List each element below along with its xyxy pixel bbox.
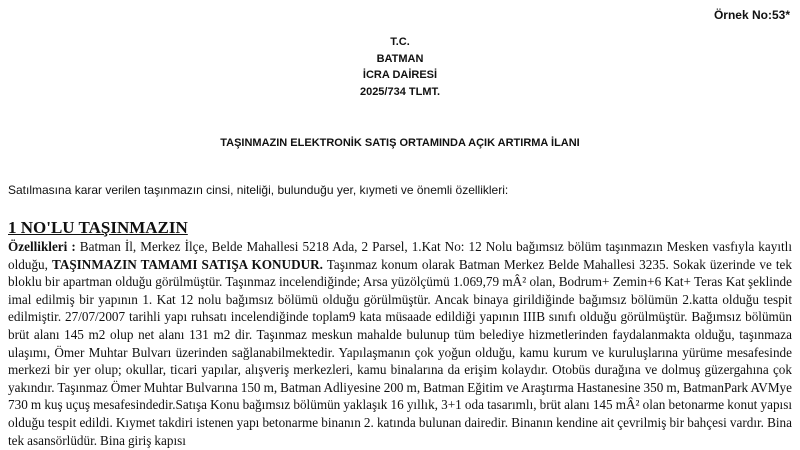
features-paragraph: [8, 238, 792, 449]
features-label: Özellikleri :: [8, 239, 76, 254]
document-header: [0, 34, 800, 100]
intro-text: Satılmasına karar verilen taşınmazın cinsi, niteliği, bulunduğu yer, kıymeti ve önemli özellikleri:: [8, 183, 509, 197]
header-line-tc: T.C.: [390, 36, 410, 48]
header-file-number: 2025/734 TLMT.: [359, 85, 441, 98]
section-title: 1 NO'LU TAŞINMAZIN: [8, 218, 188, 237]
header-line-city: BATMAN: [376, 52, 424, 65]
features-emphasis: TAŞINMAZIN TAMAMI SATIŞA KONUDUR.: [52, 256, 323, 272]
features-text-part1: Batman İl, Merkez İlçe, Belde Mahallesi 5218 Ada, 2 Parsel, 1.Kat No: 12 Nolu bağımsız bölüm taşınmazın Mesken vasfıyla kayıtlı olduğu,: [8, 239, 792, 272]
notice-title: TAŞINMAZIN ELEKTRONİK SATIŞ ORTAMINDA AÇIK ARTIRMA İLANI: [220, 137, 580, 149]
features-text-part2: Taşınmaz konum olarak Batman Merkez Belde Mahallesi 3235. Sokak üzerinde ve tek bloklu bir apartman olduğu görülmüştür. Taşınmaz incelendiğinde; Arsa yüzölçümü 1.069,79 mÂ² olan, Bodrum+ Zemin+6 Kat+ Teras Kat şeklinde imal edilmiş bir yapının 1. Kat 12 nolu bağımsız bölümü olduğu görülmüştür. Ancak binaya girildiğinde bağımsız bölümün 2.katta olduğu tespit edilmiştir. 27/07/2007 tarihli yapı ruhsatı incelendiğinde toplam9 kata müsaade edildiği yapının IIIB sınıfı olduğu görülmüştür. Bağımsız bölümün brüt alanı 145 m2 olup net alanı 131 m2 dir. Taşınmaz meskun mahalde bulunup tüm belediye hizmetlerinden faydalanmakta olduğu, taşınmaza ulaşımı, Ömer Muhtar Bulvarı üzerinden sağlanabilmektedir. Yapılaşmanın çok yoğun olduğu, kamu kurum ve kuruluşlarına yürüme mesafesinde merkezi bir yer olup; okullar, ticari yapılar, alışveriş merkezleri, kamu binalarına da erişim kolaydır. Otobüs durağına ve dolmuş güzergahına çok yakındır. Taşınmaz Ömer Muhtar Bulvarına 150 m, Batman Adliyesine 200 m, Batman Eğitim ve Araştırma Hastanesine 350 m, BatmanPark AVMye 730 m kuş uçuş mesafesindedir.Satışa Konu bağımsız bölümün yaklaşık 16 yıllık, 3+1 oda tasarımlı, brüt alanı 145 mÂ² olan betonarme konut yapısı olduğu tespit edildi. Kıymet takdiri istenen yapı betonarme binanın 2. katında bulunan dairedir. Binanın kendine ait çevrilmiş bir bahçesi vardır. Bina tek asansörlüdür. Bina giriş kapısı: [8, 256, 792, 448]
sample-number: Örnek No:53*: [713, 8, 790, 22]
header-line-office: İCRA DAİRESİ: [362, 69, 438, 81]
